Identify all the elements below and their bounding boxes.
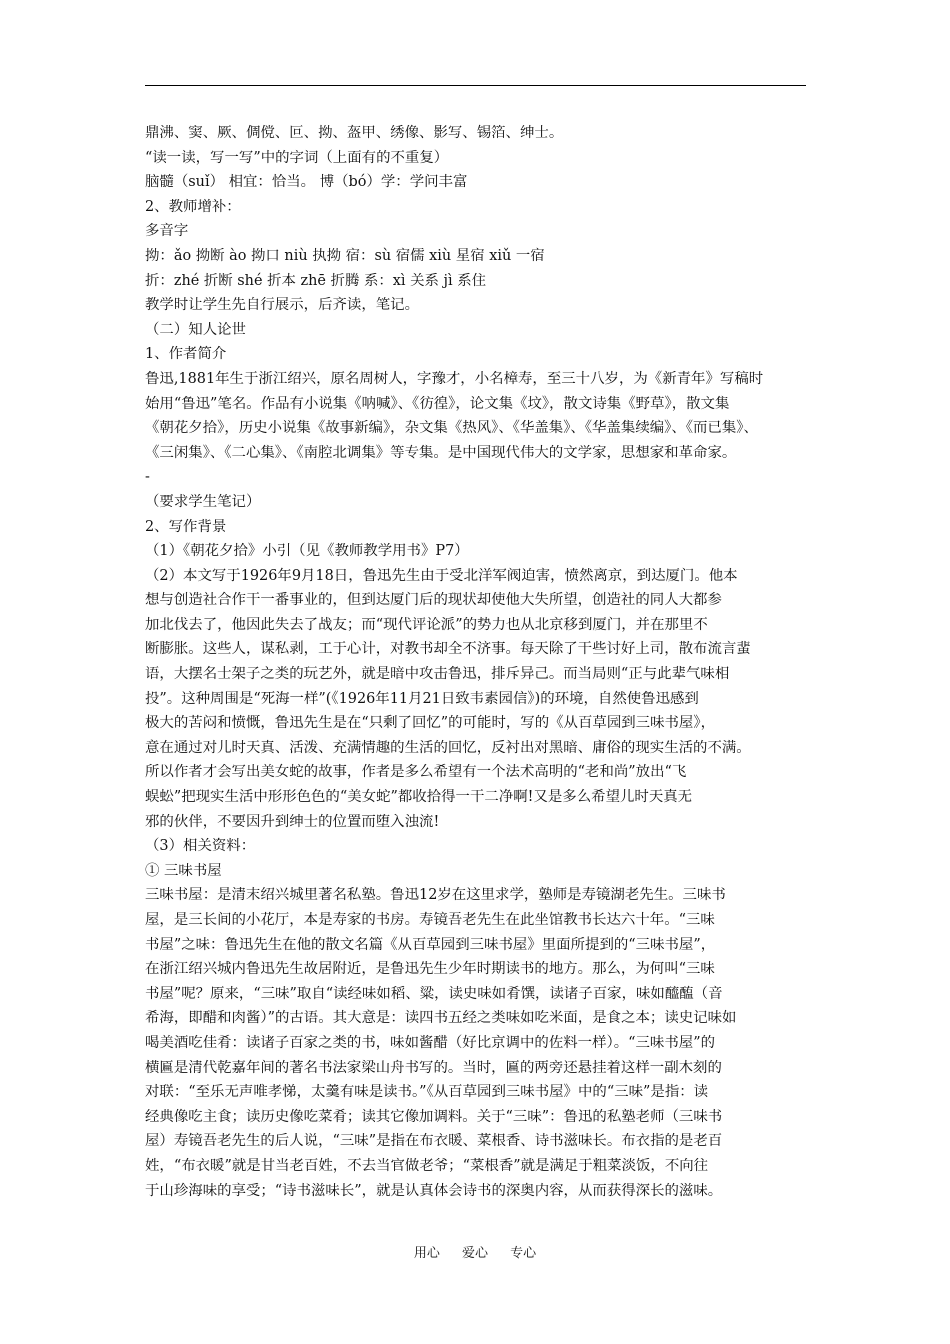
footer-text-3: 专心 — [510, 1246, 537, 1261]
text-line: 始用“鲁迅”笔名。作品有小说集《呐喊》、《彷徨》，论文集《坟》，散文诗集《野草》，散文集 — [145, 395, 730, 412]
text-line: “读一读，写一写”中的字词（上面有的不重复） — [145, 149, 449, 166]
page-footer — [0, 1245, 950, 1263]
text-line: （3）相关资料： — [145, 838, 256, 855]
text-line: 书屋”呢？原来，“三味”取自“读经味如稻、粱，读史味如肴馔，读诸子百家，味如醯醢（音 — [145, 985, 723, 1002]
text-line: （二）知人论世 — [145, 321, 246, 338]
text-line: 喝美酒吃佳肴：读诸子百家之类的书，味如酱醋（好比京调中的佐料一样）。“三味书屋”的 — [145, 1034, 715, 1051]
text-line: 蜈蚣”把现实生活中形形色色的“美女蛇”都收拾得一干二净啊!又是多么希望儿时天真无 — [145, 789, 693, 806]
text-line: 《朝花夕拾》，历史小说集《故事新编》，杂文集《热风》、《华盖集》、《华盖集续编》、《而已集》、 — [145, 420, 758, 437]
footer-text-1: 用心 — [413, 1246, 440, 1261]
text-line: 经典像吃主食；读历史像吃菜肴；读其它像加调料。关于“三味”：鲁迅的私塾老师（三味书 — [145, 1108, 723, 1125]
text-line: 三味书屋：是清末绍兴城里著名私塾。鲁迅12岁在这里求学，塾师是寿镜湖老先生。三味书 — [145, 887, 726, 904]
text-line: 教学时让学生先自行展示，后齐读，笔记。 — [145, 297, 420, 314]
text-line: 语，大摆名士架子之类的玩艺外，就是暗中攻击鲁迅，排斥异己。而当局则“正与此辈气味相 — [145, 666, 730, 683]
text-line: 书屋”之味：鲁迅先生在他的散文名篇《从百草园到三味书屋》里面所提到的“三味书屋”， — [145, 936, 716, 953]
text-line: 在浙江绍兴城内鲁迅先生故居附近，是鲁迅先生少年时期读书的地方。那么，为何叫“三味 — [145, 961, 715, 978]
text-line: 投”。这种周围是“死海一样”(《1926年11月21日致韦素园信》)的环境，自然使鲁迅感到 — [145, 690, 699, 707]
text-line: 希海，即醋和肉酱）”的古语。其大意是：读四书五经之类味如吃米面，是食之本；读史记味如 — [145, 1010, 737, 1027]
text-line: 1、作者简介 — [145, 346, 227, 363]
text-line: 《三闲集》、《二心集》、《南腔北调集》等专集。是中国现代伟大的文学家，思想家和革命家。 — [145, 444, 737, 461]
text-line: 折：zhé 折断 shé 折本 zhē 折腾 系：xì 关系 jì 系住 — [145, 272, 487, 289]
text-line: （2）本文写于1926年9月18日，鲁迅先生由于受北洋军阀迫害，愤然离京，到达厦门。他本 — [145, 567, 738, 584]
text-line: 横匾是清代乾嘉年间的著名书法家梁山舟书写的。当时，匾的两旁还悬挂着这样一副木刻的 — [145, 1059, 722, 1076]
text-line: 极大的苦闷和愤慨，鲁迅先生是在“只剩了回忆”的可能时，写的《从百草园到三味书屋》， — [145, 715, 715, 732]
document-body — [145, 121, 810, 1203]
text-line: 脑髓（suǐ） 相宜：恰当。 博（bó）学：学问丰富 — [145, 174, 468, 191]
text-line: 意在通过对儿时天真、活泼、充满情趣的生活的回忆，反衬出对黑暗、庸俗的现实生活的不满。 — [145, 739, 751, 756]
text-line: （1）《朝花夕拾》小引（见《教师教学用书》P7） — [145, 543, 469, 560]
text-line: 对联：“至乐无声唯孝悌，太羹有味是读书。”《从百草园到三味书屋》中的“三味”是指：读 — [145, 1084, 709, 1101]
text-line: 多音字 — [145, 223, 189, 240]
text-line: （要求学生笔记） — [145, 493, 261, 510]
text-line: 2、写作背景 — [145, 518, 227, 535]
text-line: 2、教师增补： — [145, 198, 241, 215]
text-line: 屋）寿镜吾老先生的后人说，“三味”是指在布衣暖、菜根香、诗书滋味长。布衣指的是老百 — [145, 1133, 723, 1150]
text-line: 邪的伙伴，不要因升到绅士的位置而堕入浊流! — [145, 813, 440, 830]
text-line: 拗：ǎo 拗断 ào 拗口 niù 执拗 宿：sù 宿儒 xiù 星宿 xiǔ 一宿 — [145, 247, 545, 264]
text-line: ① 三味书屋 — [145, 862, 222, 879]
text-line: 姓，“布衣暖”就是甘当老百姓，不去当官做老爷；“菜根香”就是满足于粗菜淡饭，不向往 — [145, 1157, 709, 1174]
text-line: 屋，是三长间的小花厅，本是寿家的书房。寿镜吾老先生在此坐馆教书长达六十年。“三味 — [145, 912, 715, 928]
header-rule — [145, 85, 806, 86]
text-line: - — [145, 469, 150, 486]
footer-text-2: 爱心 — [461, 1246, 488, 1261]
text-line: 鲁迅,1881年生于浙江绍兴，原名周树人，字豫才，小名樟寿，至三十八岁，为《新青年》写稿时 — [145, 370, 764, 387]
text-line: 鼎沸、窦、厥、倜傥、叵、拗、盔甲、绣像、影写、锡箔、绅士。 — [145, 125, 564, 141]
text-line: 于山珍海味的享受；“诗书滋味长”，就是认真体会诗书的深奥内容，从而获得深长的滋味。 — [145, 1182, 723, 1199]
text-line: 加北伐去了，他因此失去了战友；而“现代评论派”的势力也从北京移到厦门，并在那里不 — [145, 616, 708, 633]
text-line: 想与创造社合作干一番事业的，但到达厦门后的现状却使他大失所望，创造社的同人大都参 — [145, 592, 722, 609]
text-line: 所以作者才会写出美女蛇的故事，作者是多么希望有一个法术高明的“老和尚”放出“飞 — [145, 764, 687, 781]
text-line: 断膨胀。这些人，谋私剥，工于心计，对教书却全不济事。每天除了干些讨好上司，散布流言蜚 — [145, 641, 751, 658]
